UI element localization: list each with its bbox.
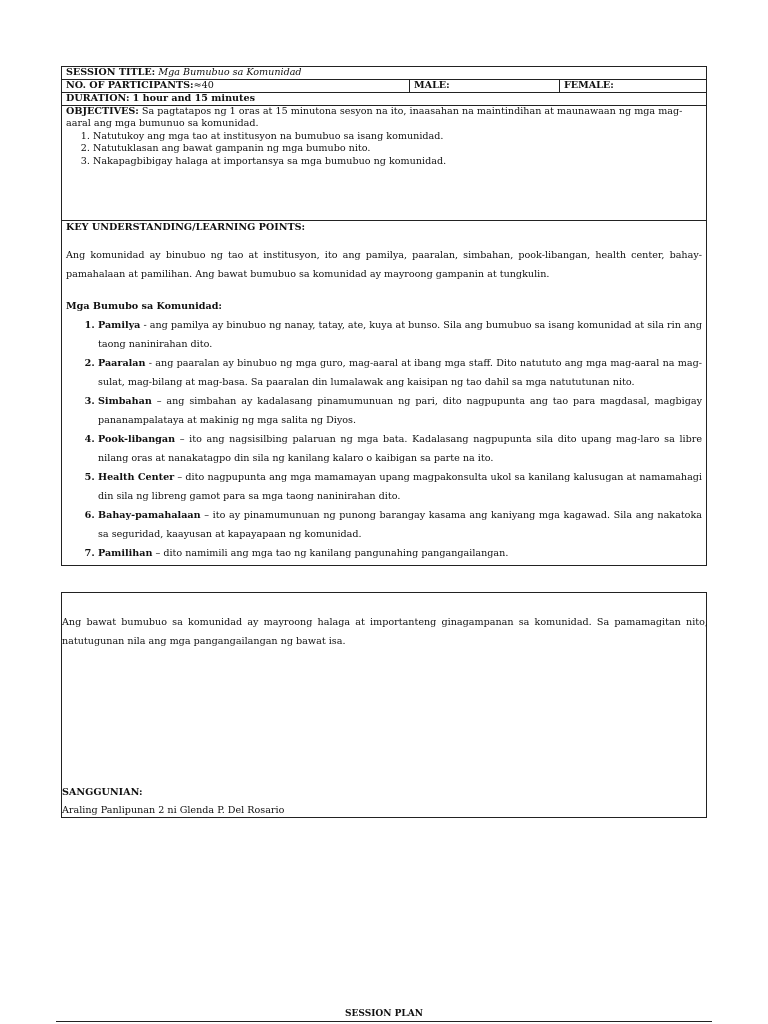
component-item-simbahan <box>98 392 702 430</box>
key-understanding-heading: KEY UNDERSTANDING/LEARNING POINTS: <box>66 222 306 233</box>
objective-item: 2. Natutuklasan ang bawat gampanin ng mga bumubo nito. <box>93 143 702 155</box>
key-understanding-row <box>62 222 706 565</box>
male-cell <box>410 80 560 92</box>
participants-value: ≈40 <box>193 80 214 91</box>
session-title-label: SESSION TITLE: <box>66 67 156 78</box>
duration-row <box>62 93 706 106</box>
component-term: Bahay-pamahalaan <box>98 509 201 521</box>
component-desc: - ang paaralan ay binubuo ng mga guro, mag-aaral at ibang mga staff. Dito natututo ang mga mag-aaral na mag-sulat, mag-bilang at mag-basa. Sa paaralan din lumalawak ang kaisipan ng tao dahil sa mga natututunan nito. <box>98 357 702 388</box>
objectives-intro: Sa pagtatapos ng 1 oras at 15 minutona sesyon na ito, inaasahan na maintindihan at maunawaan ng mga mag-aaral ang mga bumunuo sa komunidad. <box>66 106 683 130</box>
session-title-value: Mga Bumubuo sa Komunidad <box>158 67 302 78</box>
components-list <box>66 316 702 563</box>
key-understanding-intro: Ang komunidad ay binubuo ng tao at institusyon, ito ang pamilya, paaralan, simbahan, pook-libangan, health center, bahay-pamahalaan at pamilihan. Ang bawat bumubuo sa komunidad ay mayroong gampanin at tungkulin. <box>66 250 702 281</box>
objectives-list <box>66 131 702 168</box>
objectives-label: OBJECTIVES: <box>66 106 139 117</box>
female-cell <box>560 80 706 92</box>
component-term: Paaralan <box>98 357 146 369</box>
component-term: Pamilihan <box>98 547 153 559</box>
component-term: Health Center <box>98 471 175 483</box>
component-desc: – dito namimili ang mga tao ng kanilang pangunahing pangangailangan. <box>152 547 509 559</box>
component-item-bahay-pamahalaan <box>98 506 702 544</box>
male-label: MALE: <box>414 80 450 91</box>
objective-item: 3. Nakapagbibigay halaga at importansya sa mga bumubuo ng komunidad. <box>93 156 702 168</box>
participants-label: NO. OF PARTICIPANTS: <box>66 80 194 91</box>
reference-text: Araling Panlipunan 2 ni Glenda P. Del Rosario <box>62 805 285 816</box>
component-term: Simbahan <box>98 395 152 407</box>
component-term: Pamilya <box>98 319 141 331</box>
reference-heading: SANGGUNIAN: <box>62 787 143 798</box>
component-item-health-center <box>98 468 702 506</box>
session-title-row <box>62 67 706 80</box>
duration-value: 1 hour and 15 minutes <box>132 93 255 104</box>
component-desc: – ito ay pinamumunuan ng punong barangay kasama ang kaniyang mga kagawad. Sila ang nakatoka sa seguridad, kaayusan at kapayapaan ng komunidad. <box>98 509 702 540</box>
objective-item: 1. Natutukoy ang mga tao at institusyon na bumubuo sa isang komunidad. <box>93 131 702 143</box>
footer-divider <box>56 1021 712 1022</box>
component-term: Pook-libangan <box>98 433 176 445</box>
component-item-pamilya <box>98 316 702 354</box>
component-desc: – dito nagpupunta ang mga mamamayan upang magpakonsulta ukol sa kanilang kalusugan at namamahagi din sila ng libreng gamot para sa mga taong naninirahan dito. <box>98 471 702 502</box>
component-desc: - ang pamilya ay binubuo ng nanay, tatay, ate, kuya at bunso. Sila ang bumubuo sa isang komunidad at sila rin ang taong naninirahan dito. <box>98 319 702 350</box>
participants-cell <box>62 80 410 92</box>
participants-row <box>62 80 706 93</box>
components-subheading: Mga Bumubo sa Komunidad: <box>66 301 222 313</box>
component-desc: – ito ang nagsisilbing palaruan ng mga bata. Kadalasang nagpupunta sila dito upang mag-laro sa libre nilang oras at nanakatagpo din sila ng kanilang kalaro o kaibigan sa parte na ito. <box>98 433 702 464</box>
component-item-pamilihan <box>98 544 702 563</box>
female-label: FEMALE: <box>564 80 614 91</box>
summary-box <box>61 592 707 818</box>
session-plan-table <box>61 66 707 566</box>
component-item-paaralan <box>98 354 702 392</box>
summary-text: Ang bawat bumubuo sa komunidad ay mayroong halaga at importanteng ginagampanan sa komunidad. Sa pamamagitan nito, natutugunan nila ang mga pangangailangan ng bawat isa. <box>62 617 708 647</box>
component-desc: – ang simbahan ay kadalasang pinamumunuan ng pari, dito nagpupunta ang tao para magdasal, magbigay pananampalataya at makinig ng mga salita ng Diyos. <box>98 395 702 426</box>
objectives-row <box>62 106 706 221</box>
objectives-intro-line <box>66 106 702 131</box>
duration-label: DURATION: <box>66 93 130 104</box>
component-item-pook-libangan <box>98 430 702 468</box>
footer-title: SESSION PLAN <box>345 1009 423 1019</box>
